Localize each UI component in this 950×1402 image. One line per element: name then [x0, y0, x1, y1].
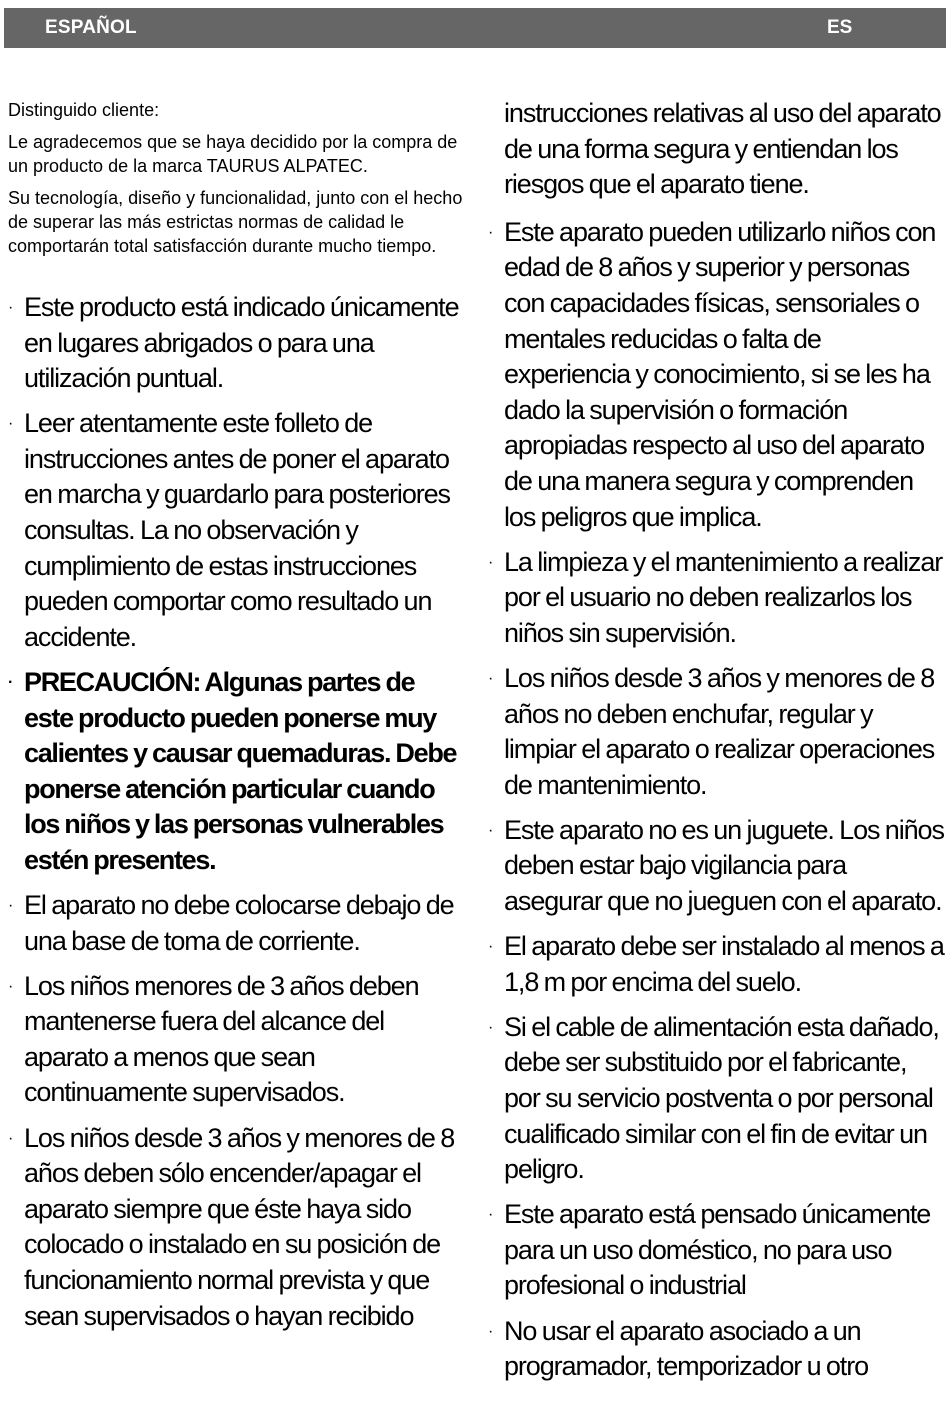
bullet-dot: ·: [8, 977, 14, 995]
bullet-dot: ·: [8, 897, 14, 914]
bullet-dot: ·: [8, 1129, 14, 1147]
safety-item: [488, 1314, 946, 1385]
safety-item-text: Este aparato no es un juguete. Los niños deben estar bajo vigilancia para asegurar que no jueguen con el aparato.: [504, 814, 944, 916]
safety-list-right: [488, 215, 946, 1385]
safety-item: [8, 1121, 468, 1335]
bullet-dot: ·: [488, 669, 494, 687]
safety-item-text: Si el cable de alimentación esta dañado, debe ser substituido por el fabricante, por su servicio postventa o por personal cualificado similar con el fin de evitar un peligro.: [504, 1011, 939, 1185]
safety-item-text: Los niños desde 3 años y menores de 8 años deben sólo encender/apagar el aparato siempre que éste haya sido colocado o instalado en su posición de funcionamiento normal prevista y que sean supervisados o hayan recibido: [24, 1122, 455, 1331]
header-language-code: ES: [827, 17, 853, 38]
intro-quality: Su tecnología, diseño y funcionalidad, junto con el hecho de superar las más estrictas normas de calidad le comportarán total satisfacción durante mucho tiempo.: [8, 188, 463, 256]
bullet-dot: ·: [488, 553, 494, 571]
safety-item-text: Leer atentamente este folleto de instrucciones antes de poner el aparato en marcha y guardarlo para posteriores consultas. La no observación y cumplimiento de estas instrucciones pueden comportar como resultado un accidente.: [24, 408, 450, 652]
intro-greeting: Distinguido cliente:: [8, 100, 160, 120]
safety-item-text: El aparato debe ser instalado al menos a 1,8 m por encima del suelo.: [504, 931, 944, 997]
safety-item: [488, 813, 946, 920]
bullet-dot: ·: [8, 415, 14, 433]
bullet-dot: ·: [8, 299, 14, 316]
safety-item: [488, 215, 946, 535]
bullet-dot: ·: [488, 938, 494, 956]
safety-item: [8, 290, 468, 397]
safety-item-continuation: instrucciones relativas al uso del aparato de una forma segura y entiendan los riesgos que el aparato tiene.: [504, 98, 941, 200]
left-column: [8, 98, 468, 1344]
bullet-dot: ·: [488, 821, 494, 839]
safety-item-text: Este producto está indicado únicamente en lugares abrigados o para una utilización puntual.: [24, 292, 459, 394]
safety-item-text: PRECAUCIÓN: Algunas partes de este producto pueden ponerse muy calientes y causar quemaduras. Debe ponerse atención particular cuando los niños y las personas vulnerables estén presentes.: [24, 666, 457, 875]
safety-item: [8, 888, 468, 959]
intro-thanks: Le agradecemos que se haya decidido por la compra de un producto de la marca TAURUS ALPATEC.: [8, 132, 458, 176]
right-column: [488, 96, 946, 1394]
safety-item-text: El aparato no debe colocarse debajo de una base de toma de corriente.: [24, 890, 454, 956]
safety-item: [8, 969, 468, 1111]
intro-section: [8, 98, 468, 258]
safety-item: [8, 406, 468, 655]
safety-item-text: No usar el aparato asociado a un programador, temporizador u otro: [504, 1315, 869, 1382]
safety-item-text: La limpieza y el mantenimiento a realizar por el usuario no deben realizarlos los niños sin supervisión.: [504, 546, 943, 648]
safety-item-caution: [8, 665, 468, 879]
header-language: ESPAÑOL: [45, 17, 137, 38]
bullet-dot: ·: [488, 223, 494, 241]
bullet-dot: ·: [488, 1206, 494, 1224]
safety-item: [488, 929, 946, 1000]
safety-item-text: Los niños menores de 3 años deben mantenerse fuera del alcance del aparato a menos que sean continuamente supervisados.: [24, 970, 419, 1108]
safety-item: [488, 1010, 946, 1188]
bullet-dot: ·: [488, 1018, 494, 1036]
safety-item-text: Este aparato pueden utilizarlo niños con edad de 8 años y superior y personas con capacidades físicas, sensoriales o mentales reducidas o falta de experiencia y conocimiento, si se les ha dado la supervisión o formación apropiadas respecto al uso del aparato de una manera segura y comprenden los peligros que implica.: [504, 216, 936, 532]
safety-item-text: Este aparato está pensado únicamente para un uso doméstico, no para uso profesional o industrial: [504, 1199, 931, 1301]
bullet-dot: ·: [488, 1322, 494, 1340]
safety-list-left: [8, 290, 468, 1334]
safety-item-text: Los niños desde 3 años y menores de 8 años no deben enchufar, regular y limpiar el aparato o realizar operaciones de mantenimiento.: [504, 662, 935, 800]
header-bar: [4, 8, 946, 48]
safety-item: [488, 545, 946, 652]
safety-item: [488, 661, 946, 803]
safety-item: [488, 1197, 946, 1304]
bullet-dot: ·: [8, 673, 14, 691]
